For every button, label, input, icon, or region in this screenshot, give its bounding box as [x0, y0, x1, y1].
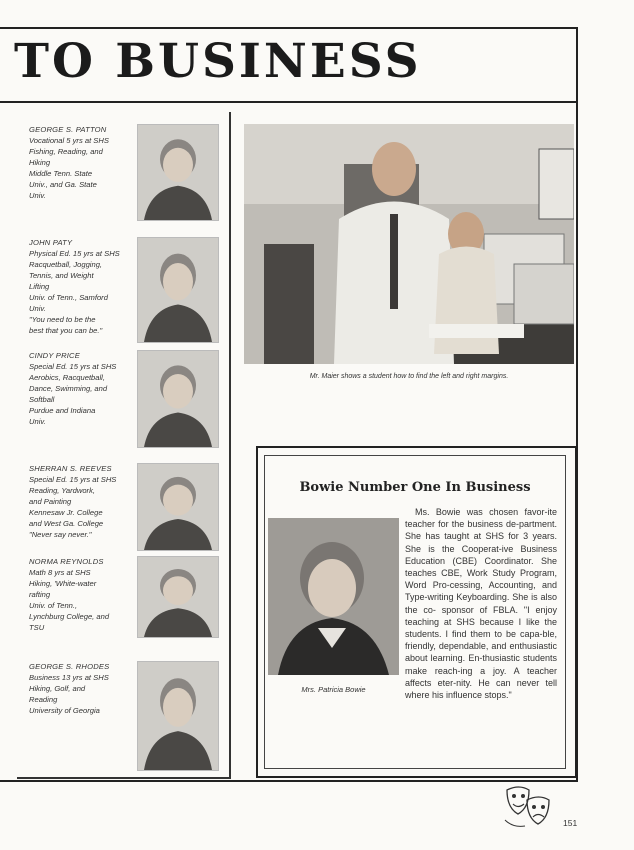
faculty-detail-line: "Never say never." [29, 530, 92, 539]
portrait-john-paty [137, 237, 219, 343]
faculty-detail-line: Dance, Swimming, and [29, 384, 108, 393]
faculty-detail-line: Aerobics, Racquetball, [29, 373, 105, 382]
faculty-entry [29, 124, 137, 201]
faculty-entry [29, 556, 137, 633]
portrait-norma-reynolds [137, 556, 219, 638]
faculty-detail-line: Hiking [29, 158, 51, 167]
bowie-caption: Mrs. Patricia Bowie [301, 685, 366, 694]
faculty-detail-line: Univ. [29, 417, 46, 426]
faculty-detail-line: Univ., and Ga. State [29, 180, 97, 189]
faculty-detail-line: Univ. of Tenn., [29, 601, 78, 610]
drama-masks-mascot-icon [503, 780, 555, 832]
feature-story [405, 506, 557, 701]
faculty-detail-line: and West Ga. College [29, 519, 104, 528]
faculty-detail-line: Univ. [29, 304, 46, 313]
faculty-entry [29, 350, 137, 427]
faculty-detail-line: Physical Ed. 15 yrs at SHS [29, 249, 120, 258]
faculty-detail-line: Reading, Yardwork, [29, 486, 95, 495]
feature-headline: Bowie Number One In Business [299, 480, 531, 495]
bottom-rule [0, 780, 578, 782]
faculty-detail-line: TSU [29, 623, 45, 632]
faculty-detail-line: Racquetball, Jogging, [29, 260, 103, 269]
faculty-detail-line: Univ. of Tenn., Samford [29, 293, 108, 302]
faculty-detail-line: Vocational 5 yrs at SHS [29, 136, 109, 145]
faculty-detail-line: Special Ed. 15 yrs at SHS [29, 362, 117, 371]
faculty-detail-line: best that you can be." [29, 326, 103, 335]
faculty-detail-line: Tennis, and Weight [29, 271, 94, 280]
faculty-detail-line: Business 13 yrs at SHS [29, 673, 109, 682]
faculty-name: JOHN PATY [29, 238, 73, 247]
photo-caption: Mr. Maier shows a student how to find the left and right margins. [309, 373, 509, 380]
faculty-name: GEORGE S. PATTON [29, 125, 107, 134]
faculty-detail-line: "You need to be the [29, 315, 96, 324]
faculty-detail-line: Special Ed. 15 yrs at SHS [29, 475, 117, 484]
portrait-george-rhodes [137, 661, 219, 771]
faculty-detail-line: University of Georgia [29, 706, 100, 715]
portrait-sherran-reeves [137, 463, 219, 551]
faculty-entry [29, 661, 137, 716]
faculty-name: NORMA REYNOLDS [29, 557, 104, 566]
bowie-photo [268, 518, 399, 675]
classroom-photo [244, 124, 574, 364]
page-number: 151 [563, 818, 578, 828]
faculty-entry [29, 463, 137, 540]
story-text: Ms. Bowie was chosen favor-ite teacher for the business de-partment. She has taught at SHS for 3 years. She is the Cooperat-ive Business Education (CBE) Coordinator. She teaches CBE, Work Study Program, Word Pro-cessing, Accounting, and Type-writing Keyboarding. She is also the co- sponsor of FBLA. "I enjoy teaching at SHS because I like the students. I find them to be capa-ble, friendly, dependable, and enthusiastic about learning. En-thusiastic students make reach-ing a joy. A teacher affects eter-nity. He can never tell where his influence stops." [405, 507, 557, 701]
faculty-detail-line: rafting [29, 590, 51, 599]
faculty-detail-line: Softball [29, 395, 55, 404]
faculty-detail-line: Lifting [29, 282, 50, 291]
faculty-detail-line: Kennesaw Jr. College [29, 508, 103, 517]
faculty-detail-line: Math 8 yrs at SHS [29, 568, 91, 577]
faculty-entry [29, 237, 137, 336]
faculty-name: SHERRAN S. REEVES [29, 464, 112, 473]
faculty-detail-line: Univ. [29, 191, 46, 200]
faculty-detail-line: Reading [29, 695, 58, 704]
faculty-detail-line: and Painting [29, 497, 72, 506]
portrait-cindy-price [137, 350, 219, 448]
faculty-detail-line: Purdue and Indiana [29, 406, 96, 415]
page-title: TO BUSINESS [14, 34, 422, 89]
faculty-detail-line: Fishing, Reading, and [29, 147, 103, 156]
faculty-detail-line: Middle Tenn. State [29, 169, 93, 178]
faculty-name: GEORGE S. RHODES [29, 662, 110, 671]
faculty-detail-line: Hiking, 'White-water [29, 579, 97, 588]
faculty-detail-line: Hiking, Golf, and [29, 684, 86, 693]
portrait-george-patton [137, 124, 219, 221]
faculty-name: CINDY PRICE [29, 351, 81, 360]
faculty-detail-line: Lynchburg College, and [29, 612, 110, 621]
